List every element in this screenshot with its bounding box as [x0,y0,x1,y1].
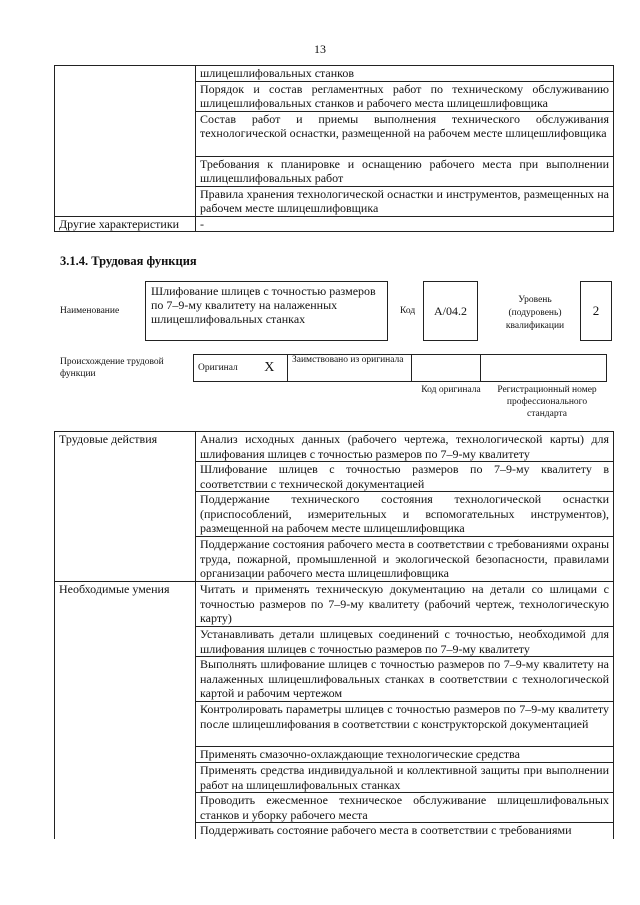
top-table-row: Требования к планировке и оснащению рабочего места при выполнении шлицешлифовальных работ [196,156,614,186]
origin-reg-caption: Регистрационный номер профессионального стандарта [497,385,597,419]
origin-label: Происхождение трудовой функции [60,357,164,379]
function-name-box [145,281,388,341]
table-row: Поддержание технического состояния технологической оснастки (приспособлений, измерительных и вспомогательных инструментов), размещенной на рабочем месте шлицешлифовщика [196,492,614,537]
code-box [423,281,478,341]
origin-table [193,354,607,382]
table-row: Применять средства индивидуальной и коллективной защиты при выполнении работ на шлицешлифовальных станках [196,763,614,793]
origin-original-cell: Оригинал [194,355,252,382]
main-table [54,431,614,839]
table-row: Контролировать параметры шлицев с точностью размеров по 7–9-му квалитету после шлицешлифования в соответствии с конструкторской документацией [196,702,614,747]
table-row: Проводить ежесменное техническое обслуживание шлицешлифовальных станков и уборку рабочего места [196,793,614,823]
name-label: Наименование [60,306,120,316]
code-value: А/04.2 [434,303,467,318]
table-row: Поддерживать состояние рабочего места в соответствии с требованиями [196,823,614,839]
other-characteristics-value: - [196,216,614,232]
origin-mark-cell: X [252,355,288,382]
origin-code-cell [412,355,481,382]
other-characteristics-label: Другие характеристики [55,216,196,232]
table-row: Читать и применять техническую документацию на детали со шлицами с точностью размеров по 7–9-му квалитету (рабочий чертеж, технологическую карту) [196,582,614,627]
table-row: Выполнять шлифование шлицев с точностью размеров по 7–9-му квалитету на налаженных шлицешлифовальных станках в соответствии с технологической картой и рабочим чертежом [196,657,614,702]
top-table-label-cell [55,66,196,217]
required-skills-label: Необходимые умения [55,582,196,839]
top-table [54,65,614,232]
table-row: Поддержание состояния рабочего места в соответствии с требованиями охраны труда, пожарной, промышленной и экологической безопасности, правилами организации рабочего места шлицешлифовщика [196,537,614,582]
top-table-row: Состав работ и приемы выполнения технического обслуживания технологической оснастки, размещенной на рабочем месте шлицешлифовщика [196,111,614,156]
labor-actions-label: Трудовые действия [55,432,196,582]
origin-borrowed-cell: Заимствовано из оригинала [288,355,412,382]
level-box [580,281,612,341]
table-row: Анализ исходных данных (рабочего чертежа, технологической карты) для шлифования шлицев с точностью размеров по 7–9-му квалитету [196,432,614,462]
table-row: Шлифование шлицев с точностью размеров по 7–9-му квалитету в соответствии с технической документацией [196,462,614,492]
top-table-row: Правила хранения технологической оснастки и инструментов, размещенных на рабочем месте шлицешлифовщика [196,186,614,216]
table-row: Применять смазочно-охлаждающие технологические средства [196,747,614,763]
top-table-row: Порядок и состав регламентных работ по техническому обслуживанию шлицешлифовальных станков и рабочего места шлицешлифовщика [196,81,614,111]
page-number: 13 [314,42,326,56]
level-label: Уровень (подуровень) квалификации [505,295,565,331]
top-table-row: шлицешлифовальных станков [196,66,614,82]
function-name-value: Шлифование шлицев с точностью размеров по 7–9-му квалитету на налаженных шлицешлифовальных станках [151,284,376,326]
code-label: Код [400,306,416,316]
level-value: 2 [592,303,600,318]
table-row: Устанавливать детали шлицевых соединений с точностью, необходимой для шлифования шлицев с точностью размеров по 7–9-му квалитету [196,627,614,657]
section-title: 3.1.4. Трудовая функция [60,254,197,268]
origin-code-caption: Код оригинала [421,385,481,395]
origin-reg-cell [481,355,607,382]
